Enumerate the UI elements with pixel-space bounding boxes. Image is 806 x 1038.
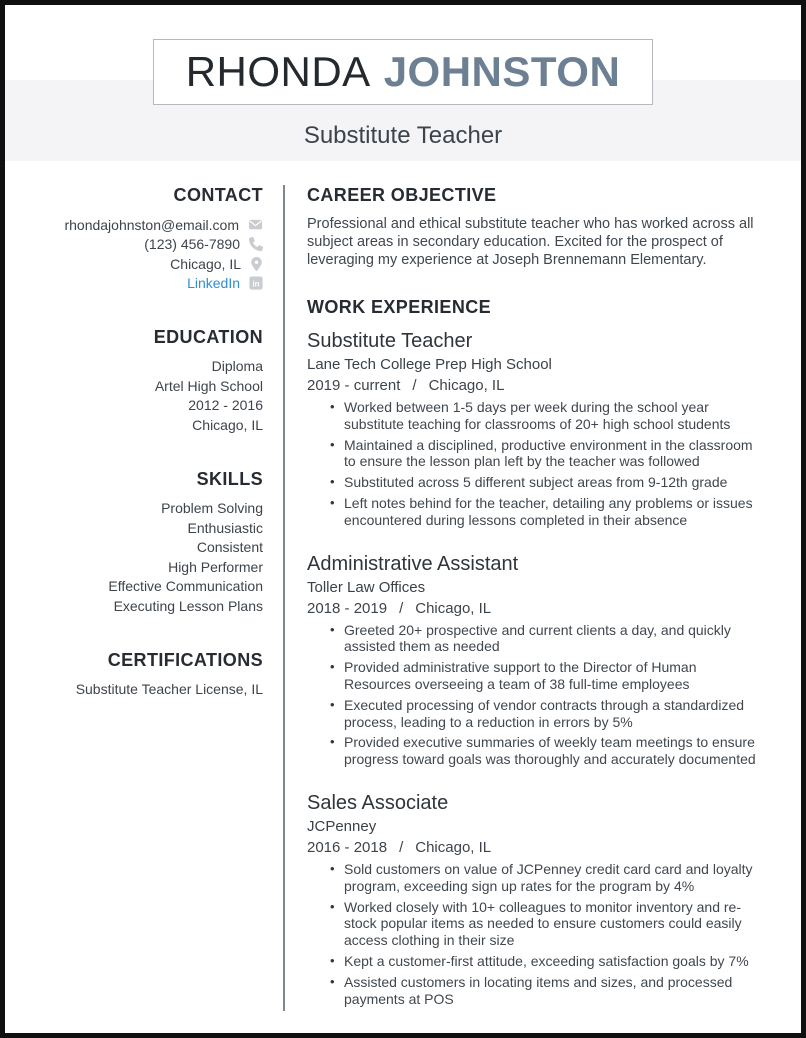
skill-item: Problem Solving (161, 500, 263, 516)
meta-separator: / (399, 599, 404, 617)
job-bullet-list (307, 622, 759, 768)
job-entry (307, 792, 759, 1007)
job-entry (307, 330, 759, 529)
education-degree: Diploma (211, 358, 263, 374)
location-text: Chicago, IL (170, 255, 241, 272)
job-entry (307, 553, 759, 768)
contact-item-email (55, 215, 263, 235)
work-experience-section (307, 297, 759, 1007)
work-experience-title: WORK EXPERIENCE (307, 297, 492, 317)
job-bullet: • Left notes behind for the teacher, detailing any problems or issues encountered during lessons completed in their absence (344, 495, 759, 529)
skills-section (55, 469, 263, 616)
meta-separator: / (412, 377, 417, 394)
education-section (55, 327, 263, 435)
job-bullet: • Provided executive summaries of weekly team meetings to ensure progress toward goals was thoroughly and accurately documented (344, 734, 759, 768)
svg-text:in: in (252, 278, 260, 289)
job-bullet: • Assisted customers in locating items and sizes, and processed payments at POS (344, 974, 759, 1008)
job-company: JCPenney (307, 817, 377, 835)
skills-title: SKILLS (196, 469, 263, 489)
contact-section (55, 185, 263, 293)
job-meta (307, 600, 759, 617)
content-columns (5, 185, 801, 1011)
email-text: rhondajohnston@email.com (64, 216, 239, 233)
last-name: JOHNSTON (383, 48, 621, 95)
first-name: RHONDA (185, 48, 371, 95)
contact-title: CONTACT (173, 185, 263, 205)
contact-item-location (55, 254, 263, 274)
job-company: Lane Tech College Prep High School (307, 356, 552, 373)
skill-item: Executing Lesson Plans (113, 597, 263, 614)
meta-separator: / (399, 838, 404, 856)
page-header (5, 5, 801, 161)
education-dates: 2012 - 2016 (188, 397, 263, 413)
job-dates: 2016 - 2018 (307, 838, 388, 856)
contact-item-phone (55, 235, 263, 255)
skill-item: Enthusiastic (187, 519, 263, 536)
skill-item: Effective Communication (108, 578, 263, 594)
certifications-section (55, 650, 263, 700)
job-meta (307, 377, 759, 394)
job-bullet-list (307, 399, 759, 529)
job-bullet: • Substituted across 5 different subject areas from 9-12th grade (344, 474, 759, 491)
job-meta (307, 839, 759, 856)
job-title: Sales Associate (307, 791, 449, 814)
certification-item: Substitute Teacher License, IL (75, 681, 263, 697)
location-pin-icon (250, 257, 263, 271)
job-bullet: • Executed processing of vendor contracts through a standardized process, leading to a reduction in errors by 5% (344, 697, 759, 731)
sidebar (5, 185, 285, 1011)
education-location: Chicago, IL (192, 416, 263, 433)
education-title: EDUCATION (153, 327, 263, 347)
phone-text: (123) 456-7890 (144, 236, 240, 253)
linkedin-link[interactable]: LinkedIn (187, 275, 240, 292)
skill-item: High Performer (168, 558, 263, 575)
career-objective-section (307, 185, 759, 269)
job-location: Chicago, IL (415, 599, 492, 617)
education-school: Artel High School (154, 377, 263, 394)
job-bullet: • Worked closely with 10+ colleagues to monitor inventory and re-stock popular items as needed to ensure customers could easily access clothing in their size (344, 899, 759, 949)
headline: Substitute Teacher (303, 122, 503, 149)
skill-item: Consistent (196, 539, 263, 555)
career-objective-text: Professional and ethical substitute teacher who has worked across all subject areas in secondary education. Excited for the prospect of leveraging my experience at Joseph Brennemann Elementary. (307, 216, 754, 268)
job-bullet: • Greeted 20+ prospective and current clients a day, and quickly assisted them as needed (344, 622, 759, 656)
job-title: Administrative Assistant (307, 552, 519, 575)
career-objective-title: CAREER OBJECTIVE (307, 185, 497, 205)
job-company: Toller Law Offices (307, 578, 426, 596)
job-bullet-list (307, 861, 759, 1007)
job-bullet: • Kept a customer-first attitude, exceeding satisfaction goals by 7% (344, 953, 759, 970)
job-dates: 2018 - 2019 (307, 599, 388, 617)
contact-item-linkedin (55, 274, 263, 294)
name-box (153, 39, 653, 105)
job-title: Substitute Teacher (307, 330, 473, 352)
job-location: Chicago, IL (428, 377, 505, 394)
envelope-icon (248, 217, 263, 232)
job-bullet: • Provided administrative support to the Director of Human Resources overseeing a team of 38 full-time employees (344, 659, 759, 693)
main-column (285, 185, 801, 1011)
certifications-title: CERTIFICATIONS (107, 650, 263, 670)
job-bullet: • Maintained a disciplined, productive environment in the classroom to ensure the lesson plan left by the teacher was followed (344, 437, 759, 471)
phone-icon (249, 237, 263, 251)
job-location: Chicago, IL (415, 838, 492, 856)
linkedin-icon (249, 276, 263, 290)
job-bullet: • Worked between 1-5 days per week during the school year substitute teaching for classrooms of 20+ high school students (344, 399, 759, 433)
job-dates: 2019 - current (307, 377, 401, 394)
job-bullet: • Sold customers on value of JCPenney credit card card and loyalty program, exceeding sign up rates for the program by 4% (344, 861, 759, 895)
